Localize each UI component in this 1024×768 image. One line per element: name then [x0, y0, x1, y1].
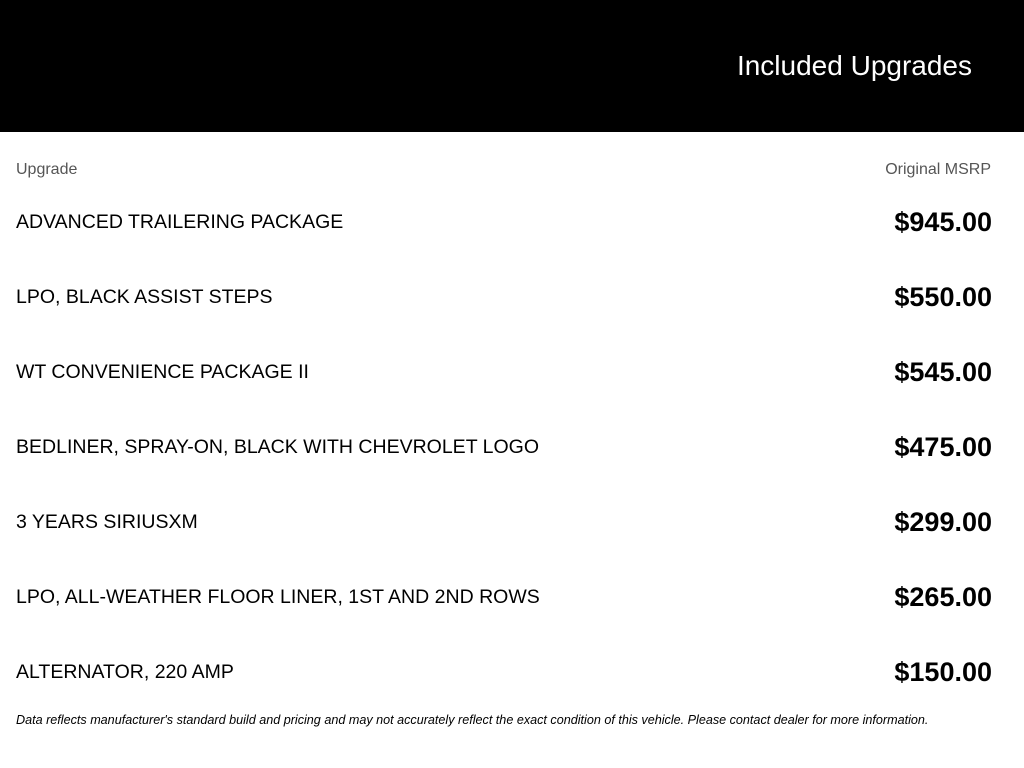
column-header-msrp: Original MSRP — [885, 161, 991, 178]
upgrade-name: ALTERNATOR, 220 AMP — [16, 660, 234, 683]
upgrade-name: 3 YEARS SIRIUSXM — [16, 510, 198, 533]
disclaimer-text: Data reflects manufacturer's standard build and pricing and may not accurately reflect the exact condition of this vehicle. Please contact dealer for more information. — [16, 713, 929, 727]
upgrade-row — [16, 277, 992, 317]
header-banner — [0, 0, 1024, 132]
upgrade-name: ADVANCED TRAILERING PACKAGE — [16, 210, 344, 233]
upgrade-price: $475.00 — [894, 431, 992, 462]
column-header-upgrade: Upgrade — [16, 161, 78, 178]
upgrade-row — [16, 502, 992, 542]
upgrade-row — [16, 652, 992, 692]
upgrade-price: $550.00 — [894, 281, 992, 312]
upgrade-price: $545.00 — [894, 356, 992, 387]
upgrade-name: WT CONVENIENCE PACKAGE II — [16, 360, 309, 383]
upgrade-name: LPO, BLACK ASSIST STEPS — [16, 285, 273, 308]
upgrade-row — [16, 352, 992, 392]
page-title: Included Upgrades — [736, 50, 972, 81]
upgrade-price: $299.00 — [894, 506, 992, 537]
upgrade-name: BEDLINER, SPRAY-ON, BLACK WITH CHEVROLET LOGO — [16, 435, 540, 458]
upgrade-price: $945.00 — [894, 206, 992, 237]
upgrade-name: LPO, ALL-WEATHER FLOOR LINER, 1ST AND 2ND ROWS — [16, 585, 540, 608]
upgrade-row — [16, 427, 992, 467]
upgrade-row — [16, 202, 992, 242]
upgrade-price: $150.00 — [894, 656, 992, 687]
upgrade-row — [16, 577, 992, 617]
upgrade-price: $265.00 — [894, 581, 992, 612]
